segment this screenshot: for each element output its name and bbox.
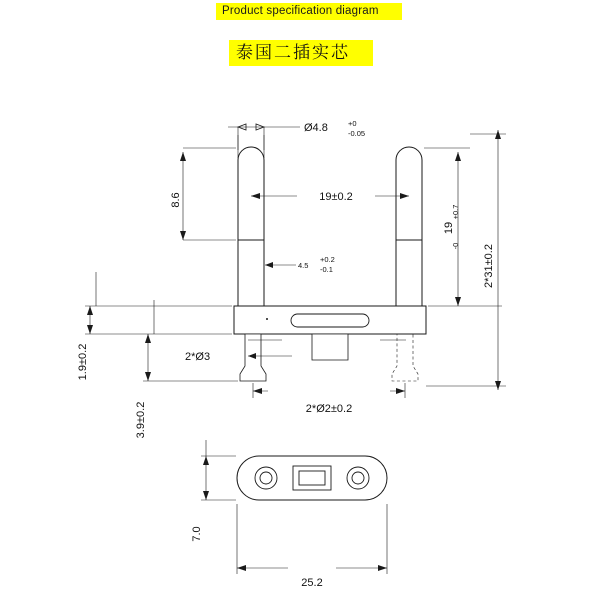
dim-pin-diameter: Ø4.8: [304, 122, 328, 134]
front-view-dimensions: [77, 119, 506, 438]
dim-pin-diameter-tol-lower: -0.05: [348, 129, 366, 138]
dim-rivet-holes: 2*Ø3: [185, 351, 211, 363]
dim-base-thickness: 1.9±0.2: [77, 343, 89, 381]
bottom-view-part: [237, 456, 387, 500]
dim-overall-pin-height-tol-upper: +0.7: [451, 204, 460, 220]
dim-pin-tip-length: 8.6: [170, 192, 182, 208]
dim-overall-pin-height-tol-lower: -0: [451, 242, 460, 250]
dim-lower-step: 3.9±0.2: [135, 401, 147, 439]
dim-overall-pin-height: 19: [443, 221, 455, 235]
dim-total-height: 2*31±0.2: [483, 244, 495, 288]
dim-plate-height: 7.0: [191, 526, 203, 542]
dim-pin-shank: 4.5: [298, 261, 309, 270]
page-title-chinese: 泰国二插实芯: [236, 43, 350, 63]
dim-earth-pins: 2*Ø2±0.2: [305, 403, 353, 415]
dim-pin-shank-tol-upper: +0.2: [320, 255, 335, 264]
dim-pin-diameter-tol-upper: +0: [348, 119, 357, 128]
front-view-part: [234, 147, 426, 381]
dim-pin-shank-tol-lower: -0.1: [320, 265, 333, 274]
page-title-english: Product specification diagram: [222, 5, 379, 17]
dim-pin-spacing: 19±0.2: [319, 191, 353, 203]
dim-plate-width: 25.2: [301, 577, 323, 589]
